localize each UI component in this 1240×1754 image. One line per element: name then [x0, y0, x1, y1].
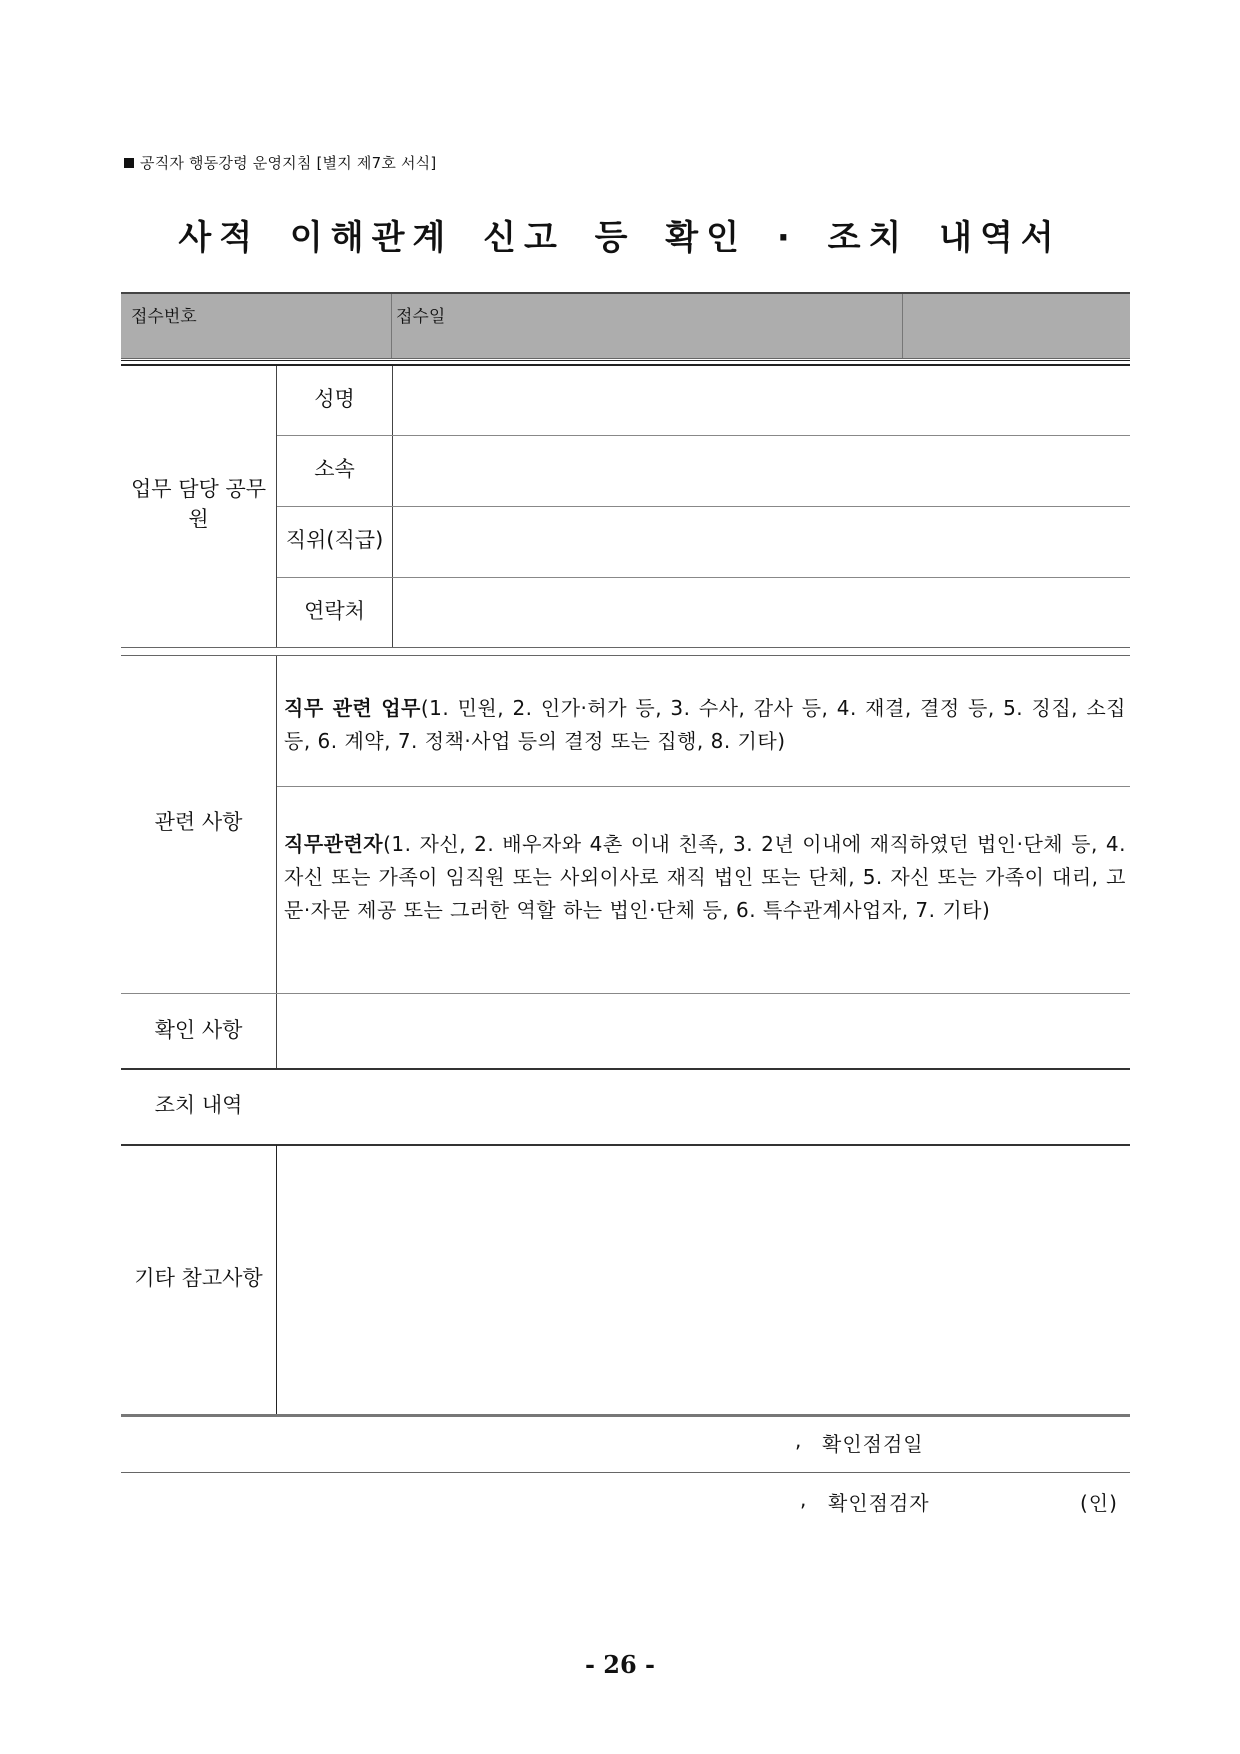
field-name-label: 성명 — [314, 387, 355, 411]
duty-related-work — [284, 692, 1126, 758]
receipt-date-label: 접수일 — [396, 307, 446, 327]
header-divider — [391, 294, 392, 358]
table-bottom-border — [121, 1414, 1130, 1417]
column-divider — [276, 656, 277, 1070]
check-date-comma: , — [795, 1428, 803, 1452]
official-section-label: 업무 담당 공무원 — [130, 477, 267, 531]
divider — [121, 1472, 1130, 1473]
duty-related-person-title: 직무관련자 — [284, 832, 384, 856]
duty-related-person — [284, 828, 1126, 927]
checker-comma: , — [800, 1487, 808, 1511]
row-divider — [121, 1144, 1130, 1146]
other-notes-label: 기타 참고사항 — [134, 1266, 263, 1290]
duty-related-work-options: (1. 민원, 2. 인가·허가 등, 3. 수사, 감사 등, 4. 재결, 결정 등, 5. 징집, 소집 등, 6. 계약, 7. 정책·사업 등의 결정 또는 집행, 8. 기타) — [284, 696, 1126, 753]
page-title: 사적 이해관계 신고 등 확인 · 조치 내역서 — [178, 218, 1062, 258]
check-date-label: 확인점검일 — [822, 1432, 924, 1456]
column-divider — [276, 1145, 277, 1415]
divider — [121, 647, 1130, 648]
caption-text: 공직자 행동강령 운영지침 [별지 제7호 서식] — [140, 154, 437, 172]
receipt-header — [121, 292, 1130, 359]
check-label: 확인 사항 — [154, 1018, 243, 1042]
receipt-number-label: 접수번호 — [131, 307, 197, 327]
duty-related-person-options: (1. 자신, 2. 배우자와 4촌 이내 친족, 3. 2년 이내에 재직하였던 법인·단체 등, 4. 자신 또는 가족이 임직원 또는 사외이사로 재직 법인 또는 단체, 5. 자신 또는 가족이 대리, 고문·자문 제공 또는 그러한 역할 하는 법인·단체 등, 6. 특수관계사업자, 7. 기타) — [284, 832, 1126, 922]
field-affiliation-label: 소속 — [314, 457, 355, 481]
divider — [121, 364, 1130, 366]
field-position-label: 직위(직급) — [285, 528, 384, 552]
row-divider — [277, 786, 1130, 787]
header-divider — [902, 294, 903, 358]
row-divider — [121, 993, 1130, 994]
seal-mark: (인) — [1080, 1491, 1118, 1515]
row-divider — [121, 1068, 1130, 1070]
related-section-label: 관련 사항 — [154, 810, 243, 834]
page-number: - 26 - — [584, 1650, 656, 1679]
action-label: 조치 내역 — [154, 1093, 243, 1117]
checker-label: 확인점검자 — [828, 1491, 930, 1515]
divider — [121, 360, 1130, 361]
square-bullet-icon — [124, 158, 134, 168]
row-divider — [277, 577, 1130, 578]
divider — [121, 655, 1130, 656]
form-caption — [124, 152, 436, 173]
field-contact-label: 연락처 — [304, 599, 365, 623]
row-divider — [277, 506, 1130, 507]
row-divider — [277, 435, 1130, 436]
duty-related-work-title: 직무 관련 업무 — [284, 696, 421, 720]
